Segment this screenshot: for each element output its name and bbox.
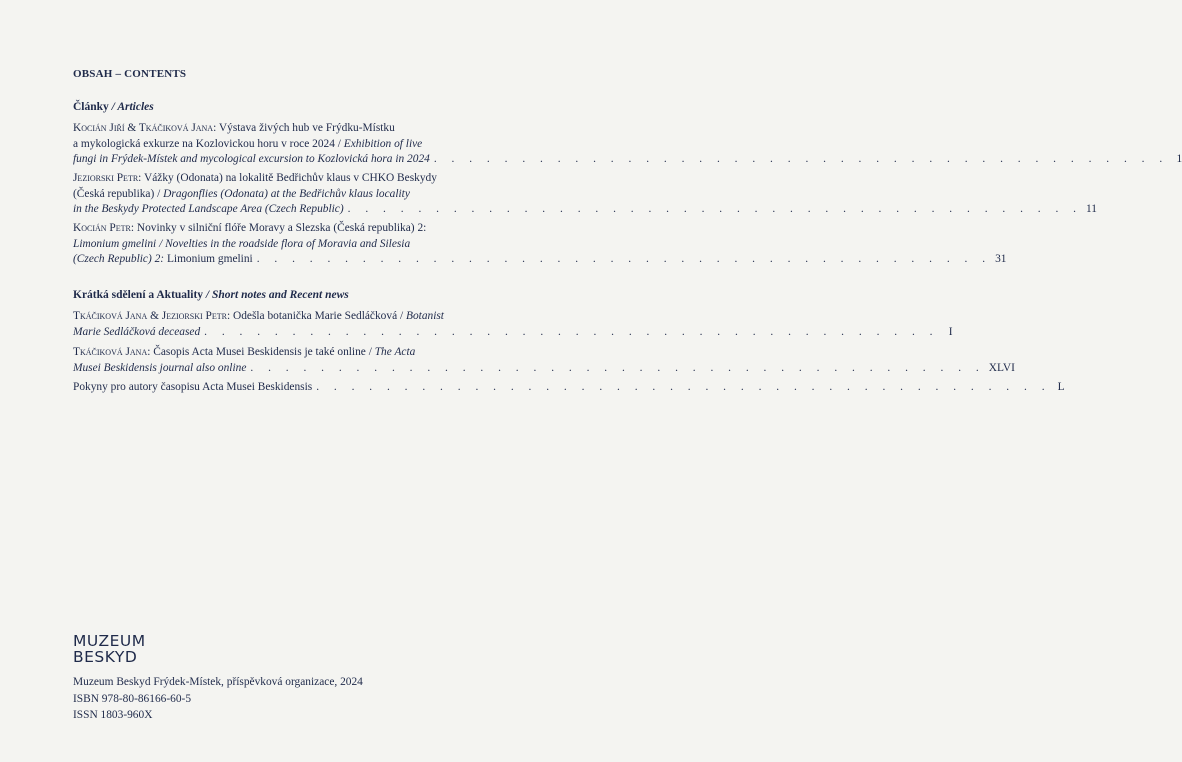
logo-line-2: BESKYD <box>73 648 138 666</box>
museum-logo <box>73 633 146 665</box>
page-number: I <box>948 325 953 338</box>
leader-dots: . . . . . . . . . . . . . . . . . . . . . . . . . . . . . . . . . . . . . . . . . . <box>250 361 985 374</box>
toc-entry[interactable]: Kocián Petr: Novinky v silniční flóře Moravy a Slezska (Česká republika) 2: Limonium gmelini / Novelties in the roadside flora of Moravia and Silesia (Czech Republic) 2: Limonium gmelini . . . . . . . . . . . . . . . . . . . . . . . . . . . . . . . . . . . . . . . . . . 31 <box>73 221 479 268</box>
imprint <box>73 674 363 724</box>
toc-entry[interactable]: Tkáčiková Jana: Časopis Acta Musei Beskidensis je také online / The Acta Musei Beskidensis journal also online . . . . . . . . . . . . . . . . . . . . . . . . . . . . . . . . . . . . . . . . . . XLVI <box>73 345 479 376</box>
leader-dots: . . . . . . . . . . . . . . . . . . . . . . . . . . . . . . . . . . . . . . . . . . <box>433 153 1169 166</box>
section-heading-articles: Články / Articles <box>73 101 154 113</box>
page-number: 11 <box>1086 203 1097 216</box>
entry-authors: Kocián Jiří & Tkáčiková Jana: <box>73 122 217 134</box>
toc-entry[interactable]: Kocián Jiří & Tkáčiková Jana: Výstava živých hub ve Frýdku-Místku a mykologická exkurze na Kozlovickou horu v roce 2024 / Exhibition of live fungi in Frýdek-Místek and mycological excursion to Kozlovická hora in 2024 . . . . . . . . . . . . . . . . . . . . . . . . . . . . . . . . . . . . . . . . . . 1 <box>73 121 479 168</box>
toc-entry[interactable]: Pokyny pro autory časopisu Acta Musei Beskidensis . . . . . . . . . . . . . . . . . . . . . . . . . . . . . . . . . . . . . . . . . . L <box>73 380 479 396</box>
entry-authors: Kocián Petr: <box>73 222 135 234</box>
page-number: 31 <box>995 253 1007 266</box>
logo-line-1: MUZEUM <box>73 632 146 650</box>
page-number: L <box>1057 381 1065 393</box>
page-number: XLVI <box>988 361 1015 374</box>
leader-dots: . . . . . . . . . . . . . . . . . . . . . . . . . . . . . . . . . . . . . . . . . . <box>347 203 1083 216</box>
leader-dots: . . . . . . . . . . . . . . . . . . . . . . . . . . . . . . . . . . . . . . . . . . <box>204 325 939 338</box>
toc-entry[interactable]: Jeziorski Petr: Vážky (Odonata) na lokalitě Bedřichův klaus v CHKO Beskydy (Česká republika) / Dragonflies (Odonata) at the Bedřichův klaus locality in the Beskydy Protected Landscape Area (Czech Republic) . . . . . . . . . . . . . . . . . . . . . . . . . . . . . . . . . . . . . . . . . . 11 <box>73 171 479 218</box>
contents-title: OBSAH – CONTENTS <box>73 68 187 80</box>
publisher-line: Muzeum Beskyd Frýdek-Místek, příspěvková organizace, 2024 <box>73 676 363 688</box>
entry-authors: Jeziorski Petr: <box>73 172 142 184</box>
leader-dots: . . . . . . . . . . . . . . . . . . . . . . . . . . . . . . . . . . . . . . . . . . <box>256 253 992 266</box>
section-heading-short-notes: Krátká sdělení a Aktuality / Short notes and Recent news <box>73 289 349 301</box>
isbn-line: ISBN 978-80-86166-60-5 <box>73 692 192 705</box>
leader-dots: . . . . . . . . . . . . . . . . . . . . . . . . . . . . . . . . . . . . . . . . . . <box>316 381 1051 393</box>
entry-authors: Tkáčiková Jana & Jeziorski Petr: <box>73 310 231 322</box>
toc-entry[interactable]: Tkáčiková Jana & Jeziorski Petr: Odešla botanička Marie Sedláčková / Botanist Marie Sedláčková deceased . . . . . . . . . . . . . . . . . . . . . . . . . . . . . . . . . . . . . . . . . . I <box>73 309 479 340</box>
entry-authors: Tkáčiková Jana: <box>73 346 151 358</box>
issn-line: ISSN 1803-960X <box>73 709 153 721</box>
page-number: 1 <box>1176 153 1182 166</box>
